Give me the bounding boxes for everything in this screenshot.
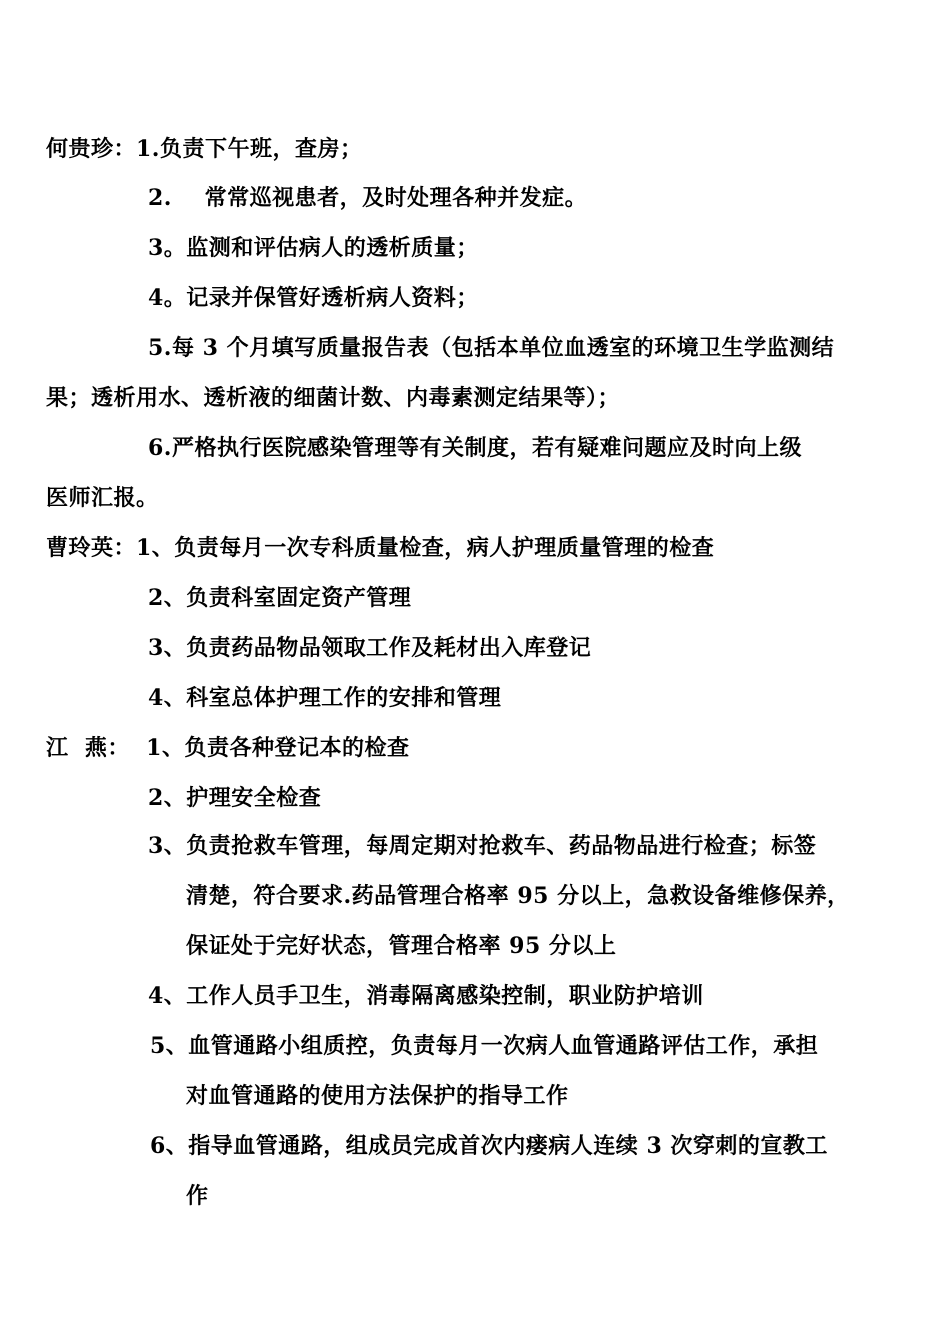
text-line: 2、护理安全检查	[148, 785, 322, 811]
text-line: 作	[186, 1183, 209, 1209]
text-line: 曹玲英：1、负责每月一次专科质量检查，病人护理质量管理的检查	[46, 535, 715, 561]
text-line: 4、科室总体护理工作的安排和管理	[148, 685, 502, 711]
text-line: 何贵珍：1.负责下午班，查房；	[46, 136, 363, 162]
text-line: 医师汇报。	[46, 485, 159, 511]
text-line: 3。监测和评估病人的透析质量；	[148, 235, 479, 261]
text-line: 3、负责药品物品领取工作及耗材出入库登记	[148, 635, 592, 661]
text-line: 2、负责科室固定资产管理	[148, 585, 412, 611]
text-line: 3、负责抢救车管理，每周定期对抢救车、药品物品进行检查；标签	[148, 833, 817, 859]
text-line: 江 燕： 1、负责各种登记本的检查	[46, 735, 410, 761]
text-line: 对血管通路的使用方法保护的指导工作	[186, 1083, 569, 1109]
text-line: 保证处于完好状态，管理合格率 95 分以上	[186, 933, 617, 959]
text-line: 4、工作人员手卫生，消毒隔离感染控制，职业防护培训	[148, 983, 704, 1009]
text-line: 6、指导血管通路，组成员完成首次内瘘病人连续 3 次穿刺的宣教工	[150, 1133, 828, 1159]
text-line: 5.每 3 个月填写质量报告表（包括本单位血透室的环境卫生学监测结	[148, 335, 835, 361]
text-line: 清楚，符合要求.药品管理合格率 95 分以上，急救设备维修保养，	[186, 883, 850, 909]
text-line: 6.严格执行医院感染管理等有关制度，若有疑难问题应及时向上级	[148, 435, 802, 461]
text-line: 4。记录并保管好透析病人资料；	[148, 285, 479, 311]
text-line: 果；透析用水、透析液的细菌计数、内毒素测定结果等）；	[46, 385, 621, 411]
text-line: 5、血管通路小组质控，负责每月一次病人血管通路评估工作，承担	[150, 1033, 819, 1059]
text-line: 2. 常常巡视患者，及时处理各种并发症。	[148, 185, 588, 211]
